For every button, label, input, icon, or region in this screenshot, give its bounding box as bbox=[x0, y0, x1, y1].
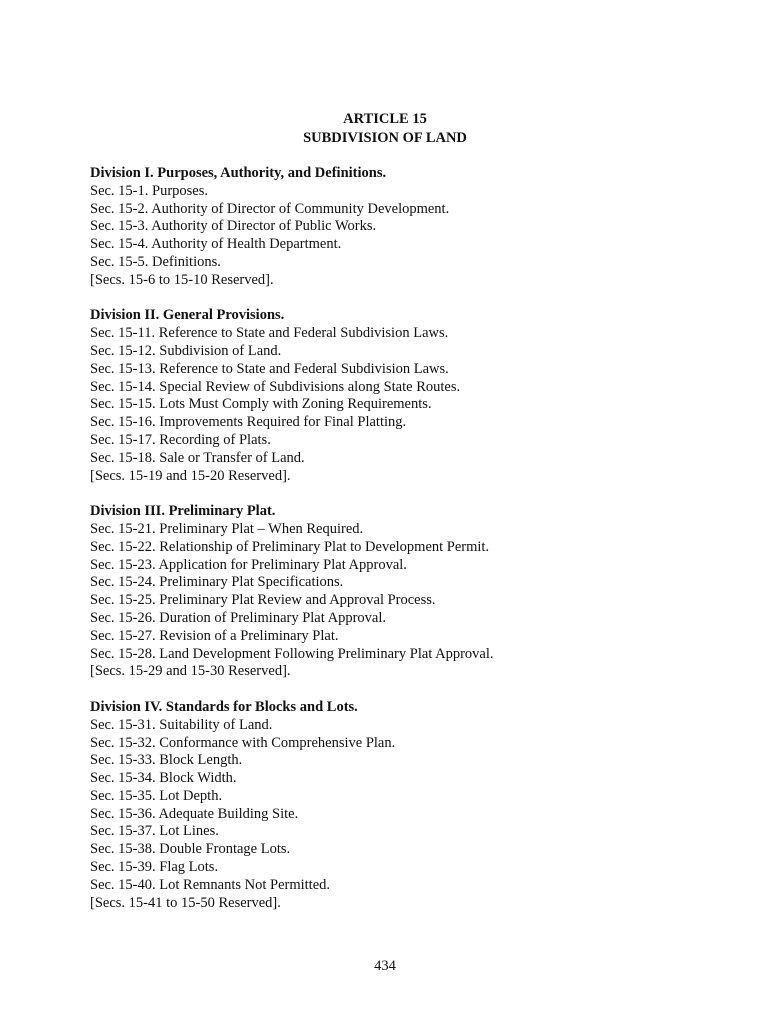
division-2 bbox=[90, 307, 730, 485]
section-line: Sec. 15-17. Recording of Plats. bbox=[90, 431, 271, 448]
article-number: ARTICLE 15 bbox=[343, 111, 427, 127]
section-line: Sec. 15-37. Lot Lines. bbox=[90, 823, 219, 840]
section-line: Sec. 15-1. Purposes. bbox=[90, 182, 209, 199]
section-line: Sec. 15-3. Authority of Director of Public Works. bbox=[90, 218, 377, 235]
section-line: Sec. 15-14. Special Review of Subdivisions along State Routes. bbox=[90, 378, 461, 395]
section-line: Sec. 15-13. Reference to State and Federal Subdivision Laws. bbox=[90, 360, 449, 377]
section-line: Sec. 15-38. Double Frontage Lots. bbox=[90, 841, 291, 858]
section-line: Sec. 15-2. Authority of Director of Community Development. bbox=[90, 200, 450, 217]
section-line: Sec. 15-31. Suitability of Land. bbox=[90, 716, 273, 733]
section-line: Sec. 15-25. Preliminary Plat Review and Approval Process. bbox=[90, 592, 436, 609]
page-number: 434 bbox=[374, 958, 396, 974]
section-line: Sec. 15-40. Lot Remnants Not Permitted. bbox=[90, 876, 331, 893]
section-line: Sec. 15-18. Sale or Transfer of Land. bbox=[90, 449, 305, 466]
section-line: Sec. 15-4. Authority of Health Department. bbox=[90, 236, 342, 253]
section-line: Sec. 15-21. Preliminary Plat – When Required. bbox=[90, 520, 364, 537]
division-3 bbox=[90, 503, 730, 681]
section-line: Sec. 15-39. Flag Lots. bbox=[90, 859, 219, 876]
section-line: Sec. 15-15. Lots Must Comply with Zoning Requirements. bbox=[90, 396, 432, 413]
section-line: Sec. 15-12. Subdivision of Land. bbox=[90, 342, 282, 359]
division-title: Division IV. Standards for Blocks and Lots. bbox=[90, 698, 358, 715]
section-line: Sec. 15-11. Reference to State and Federal Subdivision Laws. bbox=[90, 325, 449, 342]
section-line: Sec. 15-16. Improvements Required for Final Platting. bbox=[90, 414, 407, 431]
division-title: Division I. Purposes, Authority, and Definitions. bbox=[90, 165, 387, 181]
section-line: Sec. 15-33. Block Length. bbox=[90, 752, 243, 769]
article-subtitle: SUBDIVISION OF LAND bbox=[303, 130, 467, 146]
section-line: Sec. 15-24. Preliminary Plat Specifications. bbox=[90, 574, 344, 591]
section-line: Sec. 15-27. Revision of a Preliminary Plat. bbox=[90, 627, 339, 644]
reserved-line: [Secs. 15-41 to 15-50 Reserved]. bbox=[90, 894, 281, 911]
division-title: Division III. Preliminary Plat. bbox=[90, 503, 276, 520]
section-line: Sec. 15-26. Duration of Preliminary Plat Approval. bbox=[90, 609, 386, 626]
reserved-line: [Secs. 15-29 and 15-30 Reserved]. bbox=[90, 663, 291, 680]
division-1 bbox=[90, 165, 730, 290]
reserved-line: [Secs. 15-6 to 15-10 Reserved]. bbox=[90, 271, 274, 288]
section-line: Sec. 15-32. Conformance with Comprehensive Plan. bbox=[90, 734, 396, 751]
section-line: Sec. 15-28. Land Development Following Preliminary Plat Approval. bbox=[90, 645, 494, 662]
article-heading bbox=[0, 110, 770, 148]
section-line: Sec. 15-23. Application for Preliminary Plat Approval. bbox=[90, 556, 407, 573]
section-line: Sec. 15-34. Block Width. bbox=[90, 770, 237, 787]
section-line: Sec. 15-22. Relationship of Preliminary Plat to Development Permit. bbox=[90, 538, 490, 555]
reserved-line: [Secs. 15-19 and 15-20 Reserved]. bbox=[90, 467, 291, 484]
section-line: Sec. 15-35. Lot Depth. bbox=[90, 787, 223, 804]
section-line: Sec. 15-5. Definitions. bbox=[90, 253, 221, 270]
division-4 bbox=[90, 699, 730, 913]
division-title: Division II. General Provisions. bbox=[90, 307, 285, 324]
table-of-contents bbox=[90, 165, 730, 930]
section-line: Sec. 15-36. Adequate Building Site. bbox=[90, 805, 299, 822]
